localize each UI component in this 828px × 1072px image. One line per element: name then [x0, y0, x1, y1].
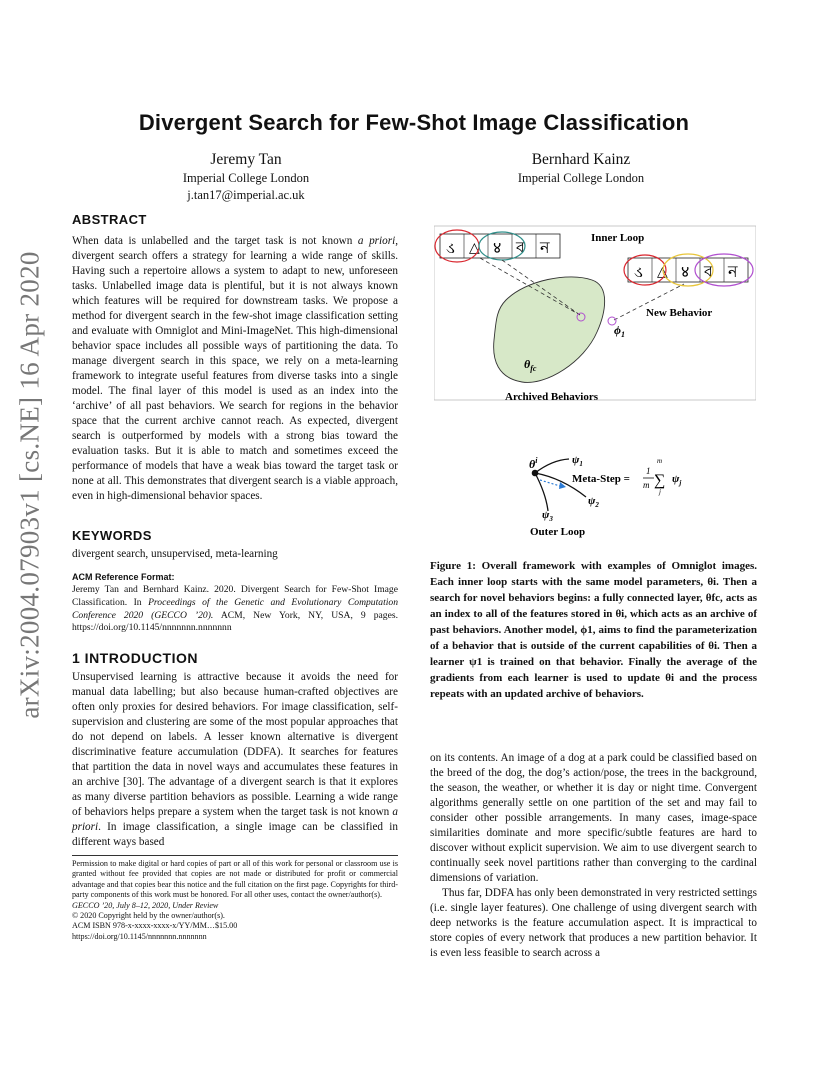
inner-loop-label: Inner Loop [591, 232, 645, 244]
psi-symbol: ψ [588, 495, 596, 507]
frac-denominator: m [643, 480, 650, 490]
keywords-text: divergent search, unsupervised, meta-learning [72, 548, 278, 560]
psi-symbol: ψ [572, 454, 580, 466]
caption-text: Overall framework with examples of Omniglot images. Each inner loop starts with the same model parameters, θi. Then a search for novel behaviors begins: a fully connected layer, θfc, acts as an index to all of the features stored in θi, which acts as an archive of past behaviors. Another model, ϕ1, aims to find the parameterization of a behavior that is outside of the current capabilities of θi. Then a learner ψ1 is trained on that behavior. Finally the average of the gradients from each learner is used to update θi and the process repeats with an updated archive of behaviors. [430, 560, 757, 700]
introduction-body [72, 670, 398, 850]
paragraph: Thus far, DDFA has only been demonstrated in very restricted settings (i.e. single layer features). One challenge of using divergent search with deep networks is the feature accumulation aspect. It is impractical to store copies of every network that produces a new partition behavior. It is even less feasible to search across a [430, 887, 757, 959]
psi-2-label [588, 495, 599, 509]
glyph: ४ [493, 240, 502, 257]
theta-symbol: θ [529, 457, 536, 471]
theta-i-label [529, 456, 538, 471]
footnote-permission: Permission to make digital or hard copies of part or all of this work for personal or classroom use is granted without fee provided that copies are not made or distributed for profit or commercial advantage and that copies bear this notice and the full citation on the first page. Copyrights for third-party components of this work must be honored. For all other uses, contact the owner/author(s). [72, 859, 398, 900]
author-name: Bernhard Kainz [531, 151, 631, 168]
archived-behaviors-label: Archived Behaviors [505, 391, 598, 403]
reference-text: ACM, New York, NY, USA, 9 pages. https://doi.org/10.1145/nnnnnnn.nnnnnnn [72, 609, 398, 634]
new-behavior-label: New Behavior [646, 307, 713, 319]
right-column-body [430, 751, 757, 961]
paper-title: Divergent Search for Few-Shot Image Classification [138, 110, 690, 135]
abstract-text: , divergent search offers a strategy for learning a wide range of skills. Having such a repertoire allows a system to adapt to new, unforeseen tasks. Unlabelled image data is plentiful, but it is not always known which features will be required for downstream tasks. We propose a method for divergent search in the few-shot image classification setting and evaluate with Omniglot and Mini-ImageNet. This high-dimensional behavior space includes all possible ways of partitioning the data. To manage divergent search in this space, we rely on a meta-learning framework to integrate useful features from diverse tasks into a single model. The final layer of this model is used as an index into the ‘archive’ of all past behaviors. We search for regions in the behavior space that the current archive cannot reach. As expected, divergent search is outperformed by models with a strong bias toward the evaluation tasks. But it is able to match and sometimes exceed the performance of models that have a weak bias toward the target task or none at all. This demonstrates that divergent search is a viable approach, even in high-dimensional behavior spaces. [72, 235, 398, 502]
caption-label: Figure 1: [430, 560, 476, 572]
psi-1-arrow [535, 459, 569, 473]
psi-subscript: 2 [595, 501, 599, 509]
frac-numerator: 1 [646, 466, 651, 476]
theta-subscript: fc [530, 364, 537, 373]
introduction-text: Unsupervised learning is attractive because it avoids the need for manual data labelling; but also because human-crafted objectives are often only proxies for desired behaviors. For image classification, self-supervision and clustering are some of the most popular approaches that do not depend on labels. A lesser known alternative is divergent discriminative feature accumulation (DDFA). It searches for features that partition the data in novel ways and accumulates these features in an archive [30]. The advantage of a divergent search is that it explores as many diverse partition behaviors as possible. Learning a wide range of behaviors helps prepare a system when the target task is not known [72, 671, 398, 818]
introduction-heading: 1 INTRODUCTION [72, 650, 198, 666]
glyph: △ [657, 265, 668, 280]
reference-emphasis: Proceedings of the Genetic and Evolutionary Computation Conference 2020 (GECCO ’20). [72, 596, 398, 621]
psi-subscript: 1 [579, 460, 583, 468]
glyph: △ [469, 241, 480, 256]
glyph: ন [728, 264, 738, 281]
footnote-rule [72, 855, 398, 856]
phi-1-label [614, 323, 625, 339]
glyph: ४ [681, 264, 690, 281]
psi-subscript: j [679, 479, 682, 487]
abstract-body [72, 234, 398, 504]
glyph: ব [516, 240, 525, 257]
framework-diagram [434, 222, 756, 550]
footnote-venue: GECCO ’20, July 8–12, 2020, Under Review [72, 900, 219, 910]
reference-format-heading: ACM Reference Format: [72, 572, 175, 582]
arxiv-stamp [8, 251, 52, 719]
footnote-isbn: ACM ISBN 978-x-xxxx-xxxx-x/YY/MM…$15.00 [72, 921, 238, 931]
theta-superscript: i [535, 456, 538, 465]
sum-sign: ∑ [654, 472, 666, 489]
author-email: j.tan17@imperial.ac.uk [187, 188, 305, 202]
meta-step-label: Meta-Step = [572, 473, 630, 485]
author-name: Jeremy Tan [210, 151, 282, 168]
author-affiliation: Imperial College London [517, 171, 645, 185]
outer-loop-label: Outer Loop [530, 526, 586, 538]
paragraph: on its contents. An image of a dog at a park could be classified based on the breed of the dog, the dog’s action/pose, the trees in the background, the season, the weather, or whether it is day or night time. Convergent algorithms generally settle on one partition of the set and may fail to consider other possible arrangements. In many cases, image-space similarities dominate and more specific/subtle features are hard to discover without explicit supervision. We aim to use divergent search to continually seek novel partitions rather than converging to the cardinal dimensions of variation. [430, 752, 757, 884]
keywords-heading: KEYWORDS [72, 528, 152, 543]
author-affiliation: Imperial College London [182, 171, 310, 185]
abstract-emphasis: a priori [357, 235, 396, 247]
sum-upper-limit: m [657, 457, 663, 465]
glyph: ন [540, 240, 550, 257]
introduction-emphasis: a priori [72, 806, 398, 833]
psi-j-label [672, 473, 681, 487]
psi-symbol: ψ [542, 509, 550, 521]
footnote [72, 859, 398, 942]
theta-symbol: θ [524, 357, 531, 371]
meta-step-arrow [540, 480, 560, 486]
psi-subscript: 3 [549, 515, 553, 523]
figure-caption [430, 558, 757, 702]
psi-symbol: ψ [672, 473, 680, 485]
psi-3-label [542, 509, 553, 523]
figure-1 [434, 222, 756, 550]
author-2 [465, 150, 697, 187]
footnote-doi: https://doi.org/10.1145/nnnnnnn.nnnnnnn [72, 931, 207, 941]
glyph: ব [704, 264, 713, 281]
glyph-strip-bottom [624, 254, 753, 286]
psi-3-arrow [535, 473, 548, 511]
sum-lower-limit: j [659, 488, 661, 496]
phi-subscript: 1 [620, 330, 625, 339]
glyph: ડ [634, 264, 643, 281]
reference-format-text [72, 584, 398, 635]
glyph-strip-top [435, 230, 560, 262]
introduction-text: . In image classification, a single image can be classified in different ways based [72, 821, 398, 848]
arxiv-stamp-text: arXiv:2004.07903v1 [cs.NE] 16 Apr 2020 [14, 251, 45, 719]
glyph: ડ [446, 240, 455, 257]
reference-text: Jeremy Tan and Bernhard Kainz. 2020. Divergent Search for Few-Shot Image Classification. In [72, 584, 398, 608]
abstract-text: When data is unlabelled and the target task is not known [72, 235, 358, 247]
footnote-copyright: © 2020 Copyright held by the owner/author(s). [72, 911, 225, 921]
author-1 [130, 150, 362, 204]
abstract-heading: ABSTRACT [72, 212, 147, 227]
phi-symbol: ϕ [614, 323, 621, 337]
psi-1-label [572, 454, 583, 468]
